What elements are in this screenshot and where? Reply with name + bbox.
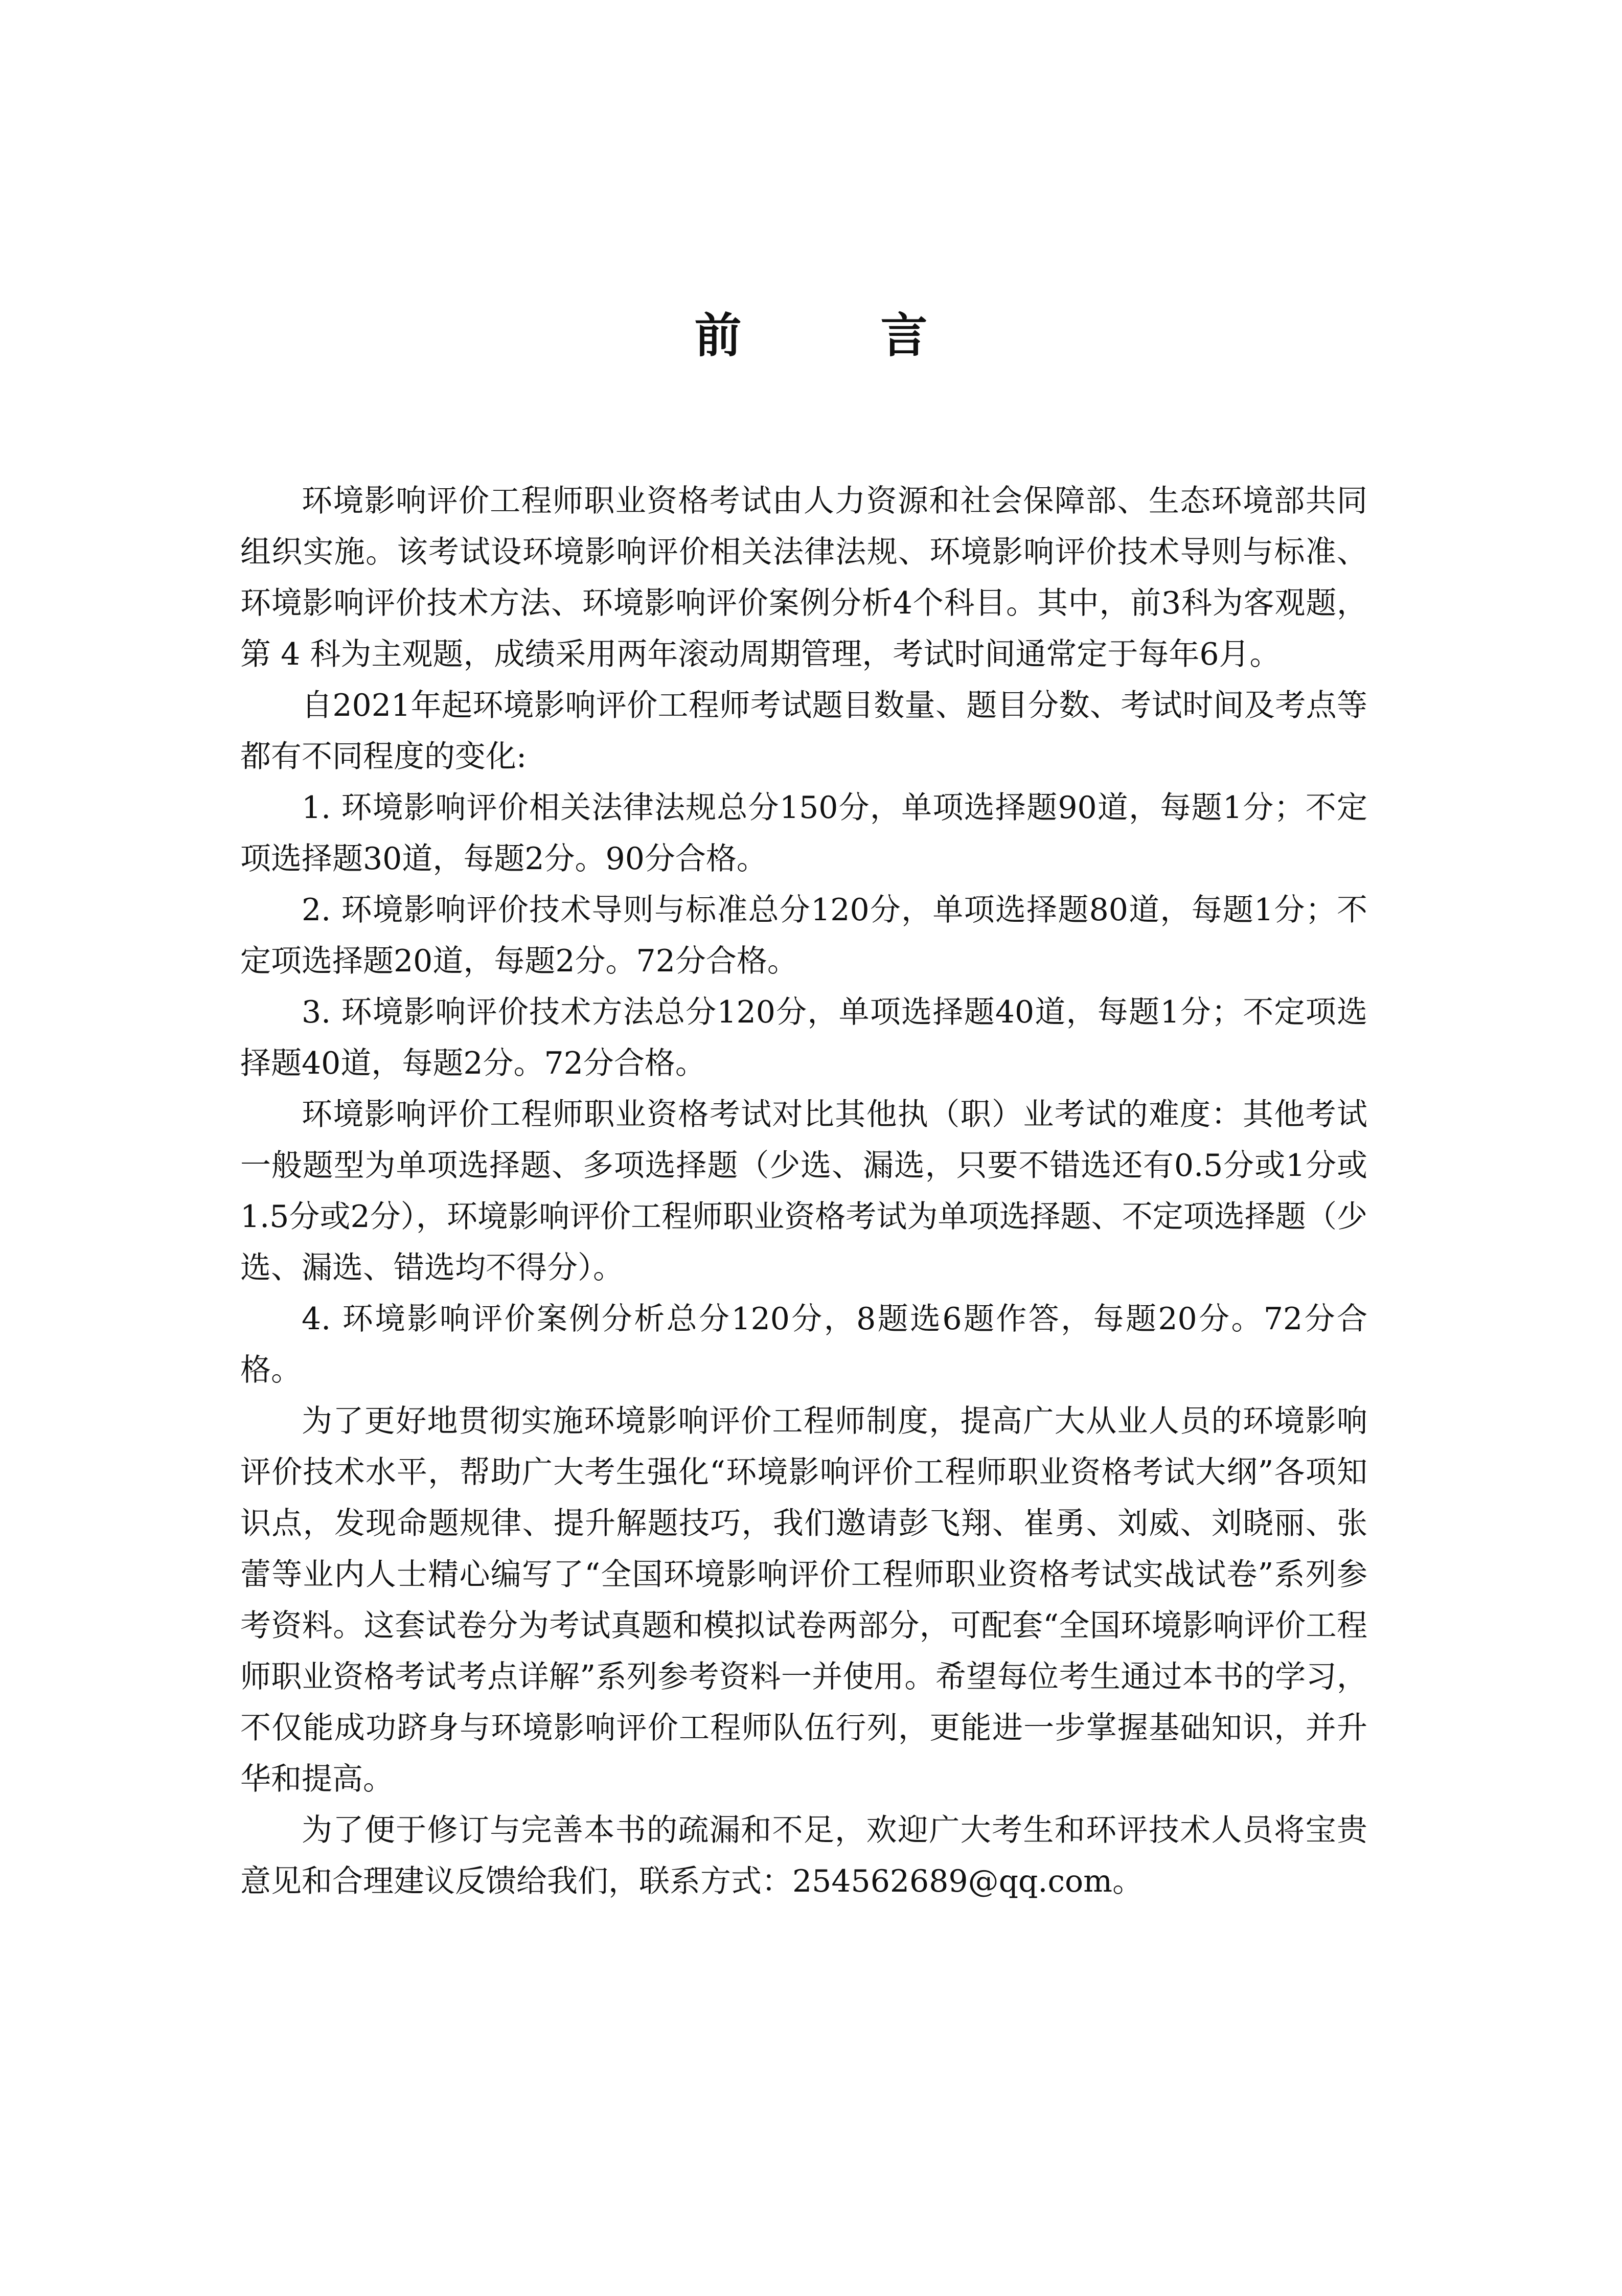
paragraph-changes-intro: 自2021年起环境影响评价工程师考试题目数量、题目分数、考试时间及考点等都有不同程度的变化:	[240, 688, 1367, 775]
page-title: 前 言	[694, 308, 989, 363]
paragraph-item-1: 1. 环境影响评价相关法律法规总分150分，单项选择题90道，每题1分；不定项选择题30道，每题2分。90分合格。	[240, 790, 1367, 877]
paragraph-feedback: 为了便于修订与完善本书的疏漏和不足，欢迎广大考生和环评技术人员将宝贵意见和合理建议反馈给我们，联系方式：254562689@qq.com。	[240, 1812, 1367, 1899]
paragraph-item-2: 2. 环境影响评价技术导则与标准总分120分，单项选择题80道，每题1分；不定项选择题20道，每题2分。72分合格。	[240, 892, 1367, 979]
paragraph-item-4: 4. 环境影响评价案例分析总分120分，8题选6题作答，每题20分。72分合格。	[240, 1301, 1367, 1388]
preface-body	[240, 475, 1367, 1907]
paragraph-exam-intro: 环境影响评价工程师职业资格考试由人力资源和社会保障部、生态环境部共同组织实施。该考试设环境影响评价相关法律法规、环境影响评价技术导则与标准、环境影响评价技术方法、环境影响评价案例分析4个科目。其中，前3科为客观题，第 4 科为主观题，成绩采用两年滚动周期管理，考试时间通常定于每年6月。	[240, 483, 1367, 672]
paragraph-purpose: 为了更好地贯彻实施环境影响评价工程师制度，提高广大从业人员的环境影响评价技术水平，帮助广大考生强化“环境影响评价工程师职业资格考试大纲”各项知识点，发现命题规律、提升解题技巧，我们邀请彭飞翔、崔勇、刘威、刘晓丽、张蕾等业内人士精心编写了“全国环境影响评价工程师职业资格考试实战试卷”系列参考资料。这套试卷分为考试真题和模拟试卷两部分，可配套“全国环境影响评价工程师职业资格考试考点详解”系列参考资料一并使用。希望每位考生通过本书的学习，不仅能成功跻身与环境影响评价工程师队伍行列，更能进一步掌握基础知识，并升华和提高。	[240, 1403, 1367, 1797]
paragraph-item-3: 3. 环境影响评价技术方法总分120分，单项选择题40道，每题1分；不定项选择题40道，每题2分。72分合格。	[240, 994, 1367, 1081]
paragraph-difficulty: 环境影响评价工程师职业资格考试对比其他执（职）业考试的难度：其他考试一般题型为单项选择题、多项选择题（少选、漏选，只要不错选还有0.5分或1分或1.5分或2分），环境影响评价工程师职业资格考试为单项选择题、不定项选择题（少选、漏选、错选均不得分）。	[240, 1097, 1367, 1286]
